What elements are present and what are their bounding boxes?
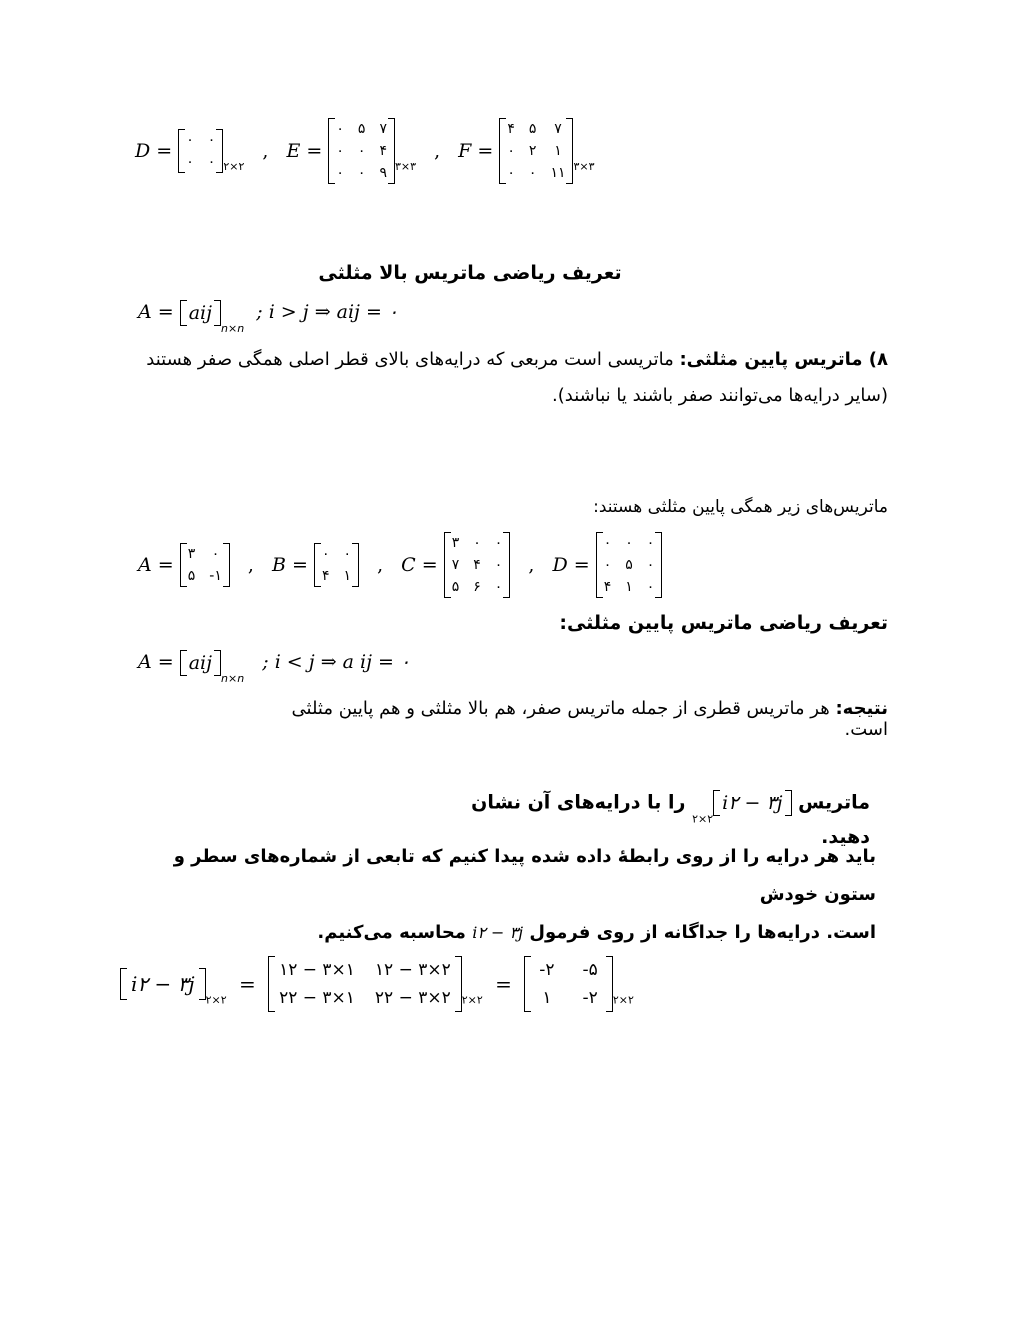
aij: aij (188, 302, 213, 324)
matrix-cell: ۰ (211, 546, 220, 562)
lower-def-heading: تعریف ریاضی ماتریس پایین مثلثی: (559, 612, 888, 634)
matrix-cell: ۰ (494, 557, 503, 573)
matrix-cell: ۷ (554, 121, 562, 137)
matrix-cell: -۲ (582, 988, 598, 1008)
matrix-cell: ۵ (528, 121, 537, 137)
matrix-cell: ۱۱ (550, 165, 566, 181)
matrix-cell: -۲ (539, 960, 555, 980)
matrix-cell: ۰ (186, 154, 194, 170)
conclusion-label: نتیجه: (835, 698, 888, 719)
upper-examples-row (135, 118, 595, 184)
separator: , (262, 140, 269, 162)
separator: , (377, 554, 384, 576)
result-size: ۲×۲ (612, 993, 634, 1007)
middle-size: ۲×۲ (461, 993, 483, 1007)
matrix-cell: ۵ (187, 568, 196, 584)
matrix-cell: ۰ (357, 143, 366, 159)
lower-def-formula (138, 650, 410, 685)
lhs-bracket (120, 968, 206, 1000)
matrix-cell: ۰ (336, 121, 344, 137)
section-definition: ماتریسی است مربعی که درایه‌های بالای قطر اصلی همگی صفر هستند (سایر درایه‌ها می‌توانند صفر باشند یا نباشند). (146, 349, 888, 406)
matrix-cell: ۱ (343, 568, 352, 584)
matrix-cell: ۰ (494, 579, 503, 595)
matrix-cell: ۰ (646, 535, 655, 551)
matrix-cell: ۰ (321, 546, 330, 562)
equals-sign: = (238, 972, 256, 996)
matrix-cell: ۱ (542, 988, 552, 1008)
matrix-cell: ۰ (336, 165, 344, 181)
matrix-cell: ۰ (603, 535, 612, 551)
exercise-prefix: ماتریس (798, 791, 870, 814)
matrix-cell: ۴ (473, 557, 481, 573)
matrix-cell: ۰ (646, 579, 655, 595)
matrix-e (328, 118, 395, 184)
matrix-cell: ۰ (207, 132, 216, 148)
solution-text: است. درایه‌ها را جداگانه از روی فرمول (529, 922, 876, 943)
matrix-a-label: A = (138, 554, 174, 576)
matrix-cell: ۰ (186, 132, 194, 148)
aij-bracket (180, 300, 221, 326)
matrix-cell: ۰ (207, 154, 216, 170)
matrix-d2-label: D = (552, 554, 590, 576)
matrix-d (178, 129, 223, 173)
solution-formula: i۲ − ۳j (472, 923, 524, 942)
exercise-expr: i۲ − ۳j (722, 792, 783, 814)
matrix-cell: ۰ (646, 557, 655, 573)
final-equation (120, 956, 634, 1012)
solution-line-2 (118, 914, 876, 952)
lhs-expr: i۲ − ۳j (131, 972, 195, 996)
separator: , (247, 554, 254, 576)
equals-sign: = (495, 972, 512, 996)
matrix-c-label: C = (401, 554, 438, 576)
conclusion (260, 698, 888, 740)
separator: , (434, 140, 441, 162)
solution-paragraph (118, 838, 876, 952)
matrix-cell: ۴ (379, 143, 387, 159)
matrix-cell: ۰ (343, 546, 352, 562)
lower-def-paragraph (130, 342, 888, 414)
matrix-e-label: E = (286, 140, 323, 162)
matrix-cell: ۵ (625, 557, 633, 573)
matrix-c (444, 532, 511, 598)
matrix-cell: ۴ (603, 579, 612, 595)
matrix-cell: ۲ (528, 143, 537, 159)
result-matrix (524, 956, 613, 1012)
formula-condition: ; i > j ⇒ aij = ۰ (256, 301, 399, 323)
upper-def-formula (138, 300, 398, 335)
matrix-cell: ۵ (357, 121, 366, 137)
solution-line-1: باید هر درایه را از روی رابطهٔ داده شده پیدا کنیم که تابعی از شماره‌های سطر و ستون خودش (173, 846, 876, 905)
exercise-bracket (713, 790, 791, 816)
matrix-cell: ۱۲ − ۳×۱ (279, 960, 355, 980)
matrix-f-label: F = (458, 140, 494, 162)
matrix-cell: ۰ (357, 165, 366, 181)
matrix-a (180, 543, 230, 587)
matrix-cell: ۱۲ − ۳×۲ (374, 960, 451, 980)
matrix-cell: ۰ (507, 165, 515, 181)
matrix-cell: ۰ (528, 165, 537, 181)
lhs-size: ۲×۲ (205, 993, 227, 1007)
matrix-cell: ۹ (379, 165, 387, 181)
matrix-cell: ۳ (187, 546, 196, 562)
matrix-cell: ۲۲ − ۳×۱ (279, 988, 355, 1008)
formula-size: n×n (221, 322, 245, 335)
matrix-d-label: D = (135, 140, 173, 162)
matrix-cell: ۲۲ − ۳×۲ (374, 988, 451, 1008)
matrix-cell: ۰ (336, 143, 344, 159)
exercise-size: ۲×۲ (692, 812, 714, 826)
matrix-cell: -۵ (582, 960, 598, 980)
lower-examples-row (138, 532, 662, 598)
matrix-cell: ۱ (625, 579, 633, 595)
matrix-b (314, 543, 359, 587)
matrix-cell: ۷ (451, 557, 460, 573)
solution-text: محاسبه می‌کنیم. (317, 922, 466, 943)
matrix-cell: ۰ (507, 143, 515, 159)
matrix-b-label: B = (271, 554, 308, 576)
middle-matrix (268, 956, 462, 1012)
matrix-f (499, 118, 573, 184)
formula-lhs: A = (138, 301, 174, 323)
matrix-cell: ۱ (554, 143, 562, 159)
matrix-cell: ۰ (473, 535, 481, 551)
matrix-cell: ۳ (451, 535, 460, 551)
matrix-cell: ۶ (473, 579, 481, 595)
formula-size: n×n (221, 672, 245, 685)
matrix-cell: ۰ (625, 535, 633, 551)
lower-intro: ماتریس‌های زیر همگی پایین مثلثی هستند: (593, 497, 888, 517)
separator: , (528, 554, 535, 576)
section-number-label: ۸) ماتریس پایین مثلثی: (679, 349, 888, 370)
aij-bracket (180, 650, 221, 676)
conclusion-text: هر ماتریس قطری از جمله ماتریس صفر، هم بالا مثلثی و هم پایین مثلثی است. (291, 698, 888, 740)
formula-condition: ; i < j ⇒ a ij = ۰ (262, 651, 411, 673)
matrix-cell: ۴ (507, 121, 515, 137)
matrix-cell: ۵ (451, 579, 460, 595)
matrix-cell: -۱ (209, 568, 222, 584)
matrix-cell: ۷ (379, 121, 387, 137)
matrix-d-size: ۲×۲ (223, 160, 245, 173)
formula-lhs: A = (138, 651, 174, 673)
matrix-cell: ۴ (321, 568, 330, 584)
aij: aij (188, 652, 213, 674)
exercise-suffix: را با درایه‌های آن نشان دهید. (471, 791, 870, 848)
matrix-d2 (596, 532, 663, 598)
matrix-cell: ۰ (603, 557, 612, 573)
upper-def-heading: تعریف ریاضی ماتریس بالا مثلثی (318, 262, 622, 284)
matrix-cell: ۰ (494, 535, 503, 551)
matrix-f-size: ۳×۳ (573, 160, 595, 173)
matrix-e-size: ۳×۳ (394, 160, 417, 173)
